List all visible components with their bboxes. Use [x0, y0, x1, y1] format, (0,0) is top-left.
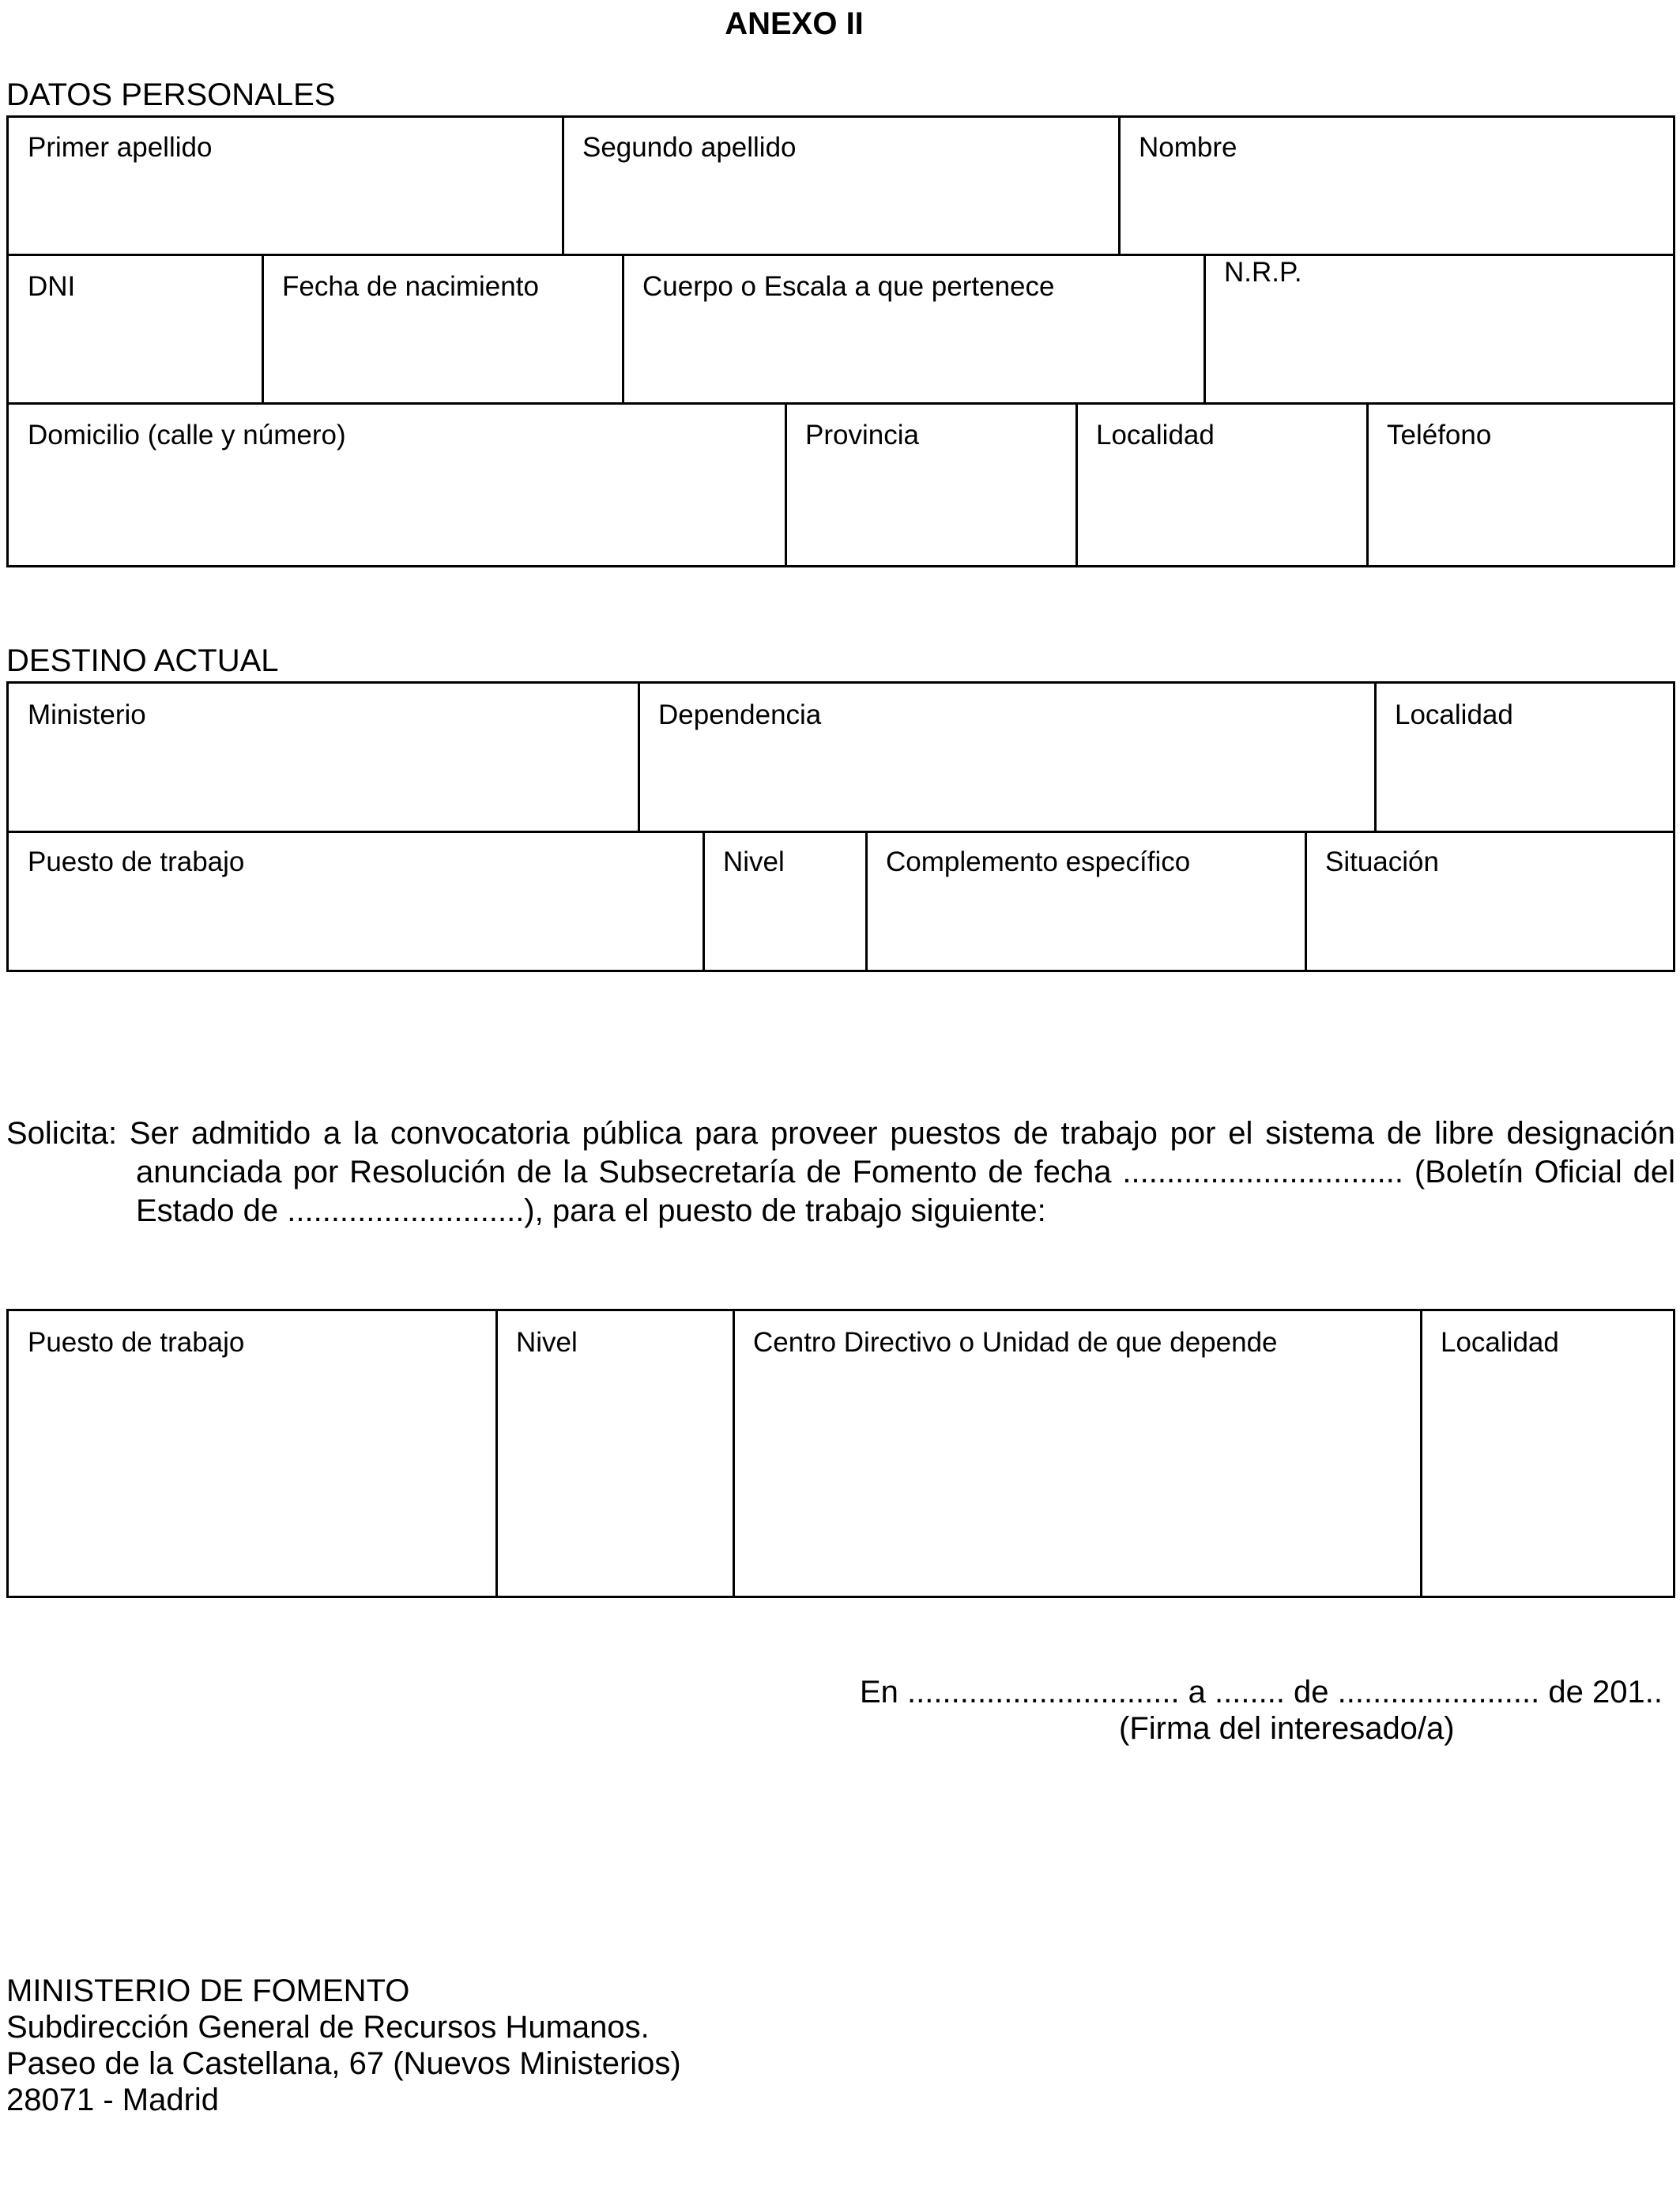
- field-provincia[interactable]: Provincia: [805, 420, 919, 450]
- signature-block: [860, 1674, 1674, 1747]
- field-primer-apellido[interactable]: Primer apellido: [28, 132, 213, 163]
- column-divider: [638, 684, 640, 831]
- field-localidad-destino[interactable]: Localidad: [1395, 699, 1513, 730]
- field-localidad[interactable]: Localidad: [1096, 420, 1215, 450]
- column-divider: [562, 118, 564, 254]
- destino-actual-heading: DESTINO ACTUAL: [6, 643, 279, 678]
- solicita-paragraph: [6, 1114, 1675, 1231]
- column-divider: [1420, 1311, 1422, 1596]
- address-line-2: Subdirección General de Recursos Humanos.: [6, 2010, 650, 2045]
- field-segundo-apellido[interactable]: Segundo apellido: [582, 132, 797, 163]
- field-complemento-especifico[interactable]: Complemento específico: [886, 846, 1191, 877]
- solicita-line-3: Estado de ...........................), para el puesto de trabajo siguiente:: [136, 1193, 1046, 1228]
- column-divider: [865, 831, 868, 970]
- address-line-1: MINISTERIO DE FOMENTO: [6, 1973, 410, 2008]
- address-line-4: 28071 - Madrid: [6, 2083, 220, 2117]
- column-divider: [1118, 118, 1121, 254]
- column-divider: [1374, 684, 1377, 831]
- address-line-3: Paseo de la Castellana, 67 (Nuevos Ministerios): [6, 2046, 681, 2081]
- row-divider: [9, 254, 1673, 256]
- column-divider: [703, 831, 705, 970]
- column-divider: [733, 1311, 735, 1596]
- datos-personales-table: [6, 115, 1675, 567]
- column-divider: [1203, 254, 1206, 402]
- field-domicilio[interactable]: Domicilio (calle y número): [28, 420, 346, 450]
- place-date-line[interactable]: En ............................... a ........ de ....................... de 201..: [860, 1675, 1663, 1710]
- field-localidad-solicitada[interactable]: Localidad: [1441, 1327, 1559, 1358]
- row-divider: [9, 402, 1673, 405]
- row-divider: [9, 831, 1673, 833]
- puesto-solicitado-table: [6, 1309, 1675, 1598]
- column-divider: [1366, 402, 1369, 565]
- field-puesto-trabajo-solicitado[interactable]: Puesto de trabajo: [28, 1327, 245, 1358]
- solicita-line-1: Solicita: Ser admitido a la convocatoria pública para proveer puestos de trabajo por el sistema de libre designación: [6, 1116, 1675, 1151]
- field-fecha-nacimiento[interactable]: Fecha de nacimiento: [282, 271, 539, 302]
- field-nivel-solicitado[interactable]: Nivel: [516, 1327, 578, 1358]
- field-dependencia[interactable]: Dependencia: [658, 699, 822, 730]
- field-nombre[interactable]: Nombre: [1139, 132, 1237, 163]
- field-ministerio[interactable]: Ministerio: [28, 699, 146, 730]
- field-cuerpo-escala[interactable]: Cuerpo o Escala a que pertenece: [642, 271, 1055, 302]
- field-telefono[interactable]: Teléfono: [1387, 420, 1492, 450]
- field-dni[interactable]: DNI: [28, 271, 76, 302]
- field-nrp[interactable]: N.R.P.: [1224, 257, 1302, 288]
- column-divider: [1075, 402, 1078, 565]
- destino-actual-table: [6, 681, 1675, 972]
- field-centro-directivo[interactable]: Centro Directivo o Unidad de que depende: [753, 1327, 1278, 1358]
- solicita-line-2: anunciada por Resolución de la Subsecretaría de Fomento de fecha ................................ (Boletín Oficial del: [136, 1155, 1675, 1189]
- field-nivel-actual[interactable]: Nivel: [723, 846, 785, 877]
- column-divider: [262, 254, 264, 402]
- column-divider: [495, 1311, 498, 1596]
- field-puesto-trabajo-actual[interactable]: Puesto de trabajo: [28, 846, 245, 877]
- column-divider: [785, 402, 787, 565]
- datos-personales-heading: DATOS PERSONALES: [6, 77, 336, 112]
- column-divider: [1305, 831, 1307, 970]
- recipient-address: [6, 1973, 681, 2118]
- column-divider: [622, 254, 624, 402]
- document-title: ANEXO II: [725, 6, 864, 41]
- field-situacion[interactable]: Situación: [1325, 846, 1439, 877]
- signature-label: (Firma del interesado/a): [1119, 1711, 1455, 1746]
